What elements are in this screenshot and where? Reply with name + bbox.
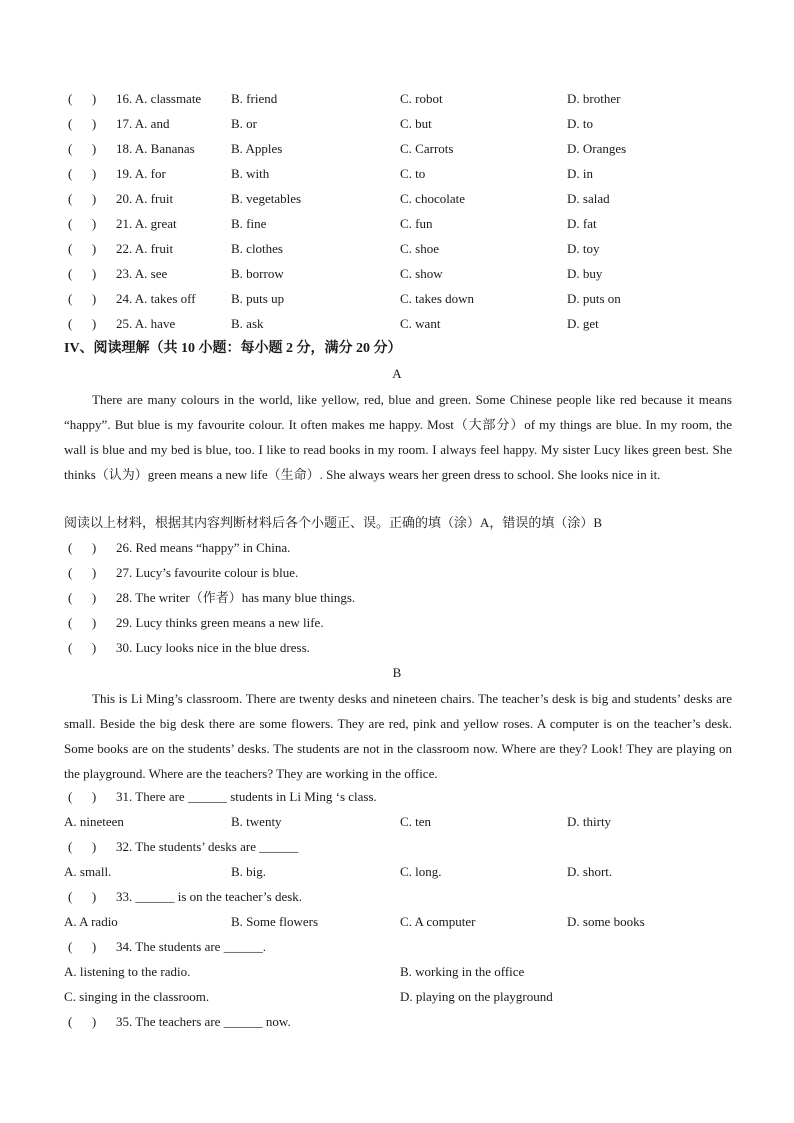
option-d[interactable]: D. puts on <box>567 291 621 306</box>
option-c[interactable]: C. to <box>400 166 426 181</box>
question-31-options <box>0 813 794 831</box>
option-d[interactable]: D. buy <box>567 266 603 281</box>
answer-blank[interactable]: ( ) <box>68 91 97 106</box>
passage-b-text: This is Li Ming’s classroom. There are twenty desks and nineteen chairs. The teacher’s desk is big and students’ desks are small. Beside the big desk there are some flowers. They are red, pink and yellow roses. A computer is on the teacher’s desk. Some books are on the students’ desks. The students are not in the classroom now. Where are they? Look! They are playing on the playground. Where are the teachers? They are working in the office. <box>64 691 732 781</box>
answer-blank[interactable]: ( ) <box>68 640 97 655</box>
option-d[interactable]: D. salad <box>567 191 610 206</box>
option-d[interactable]: D. playing on the playground <box>400 989 553 1004</box>
option-b[interactable]: B. Some flowers <box>231 914 319 929</box>
question-31: ( ) 31. There are ______ students in Li Ming ‘s class. <box>68 789 377 804</box>
option-a[interactable]: 24. A. takes off <box>116 291 196 306</box>
answer-blank[interactable]: ( ) <box>68 191 97 206</box>
cloze-question-row <box>0 315 794 333</box>
answer-blank[interactable]: ( ) <box>68 1014 97 1029</box>
option-d[interactable]: D. toy <box>567 241 600 256</box>
option-c[interactable]: C. chocolate <box>400 191 465 206</box>
question-33: ( ) 33. ______ is on the teacher’s desk. <box>68 889 303 904</box>
option-b[interactable]: B. fine <box>231 216 267 231</box>
cloze-question-row <box>0 190 794 208</box>
answer-blank[interactable]: ( ) <box>68 266 97 281</box>
option-a[interactable]: 21. A. great <box>116 216 177 231</box>
option-d[interactable]: D. thirty <box>567 814 612 829</box>
option-a[interactable]: A. listening to the radio. <box>64 964 191 979</box>
answer-blank[interactable]: ( ) <box>68 789 97 804</box>
option-b[interactable]: B. ask <box>231 316 264 331</box>
question-33-options <box>0 913 794 931</box>
question-34-options-cd <box>0 988 794 1006</box>
cloze-question-row <box>0 90 794 108</box>
cloze-question-row <box>0 115 794 133</box>
option-b[interactable]: B. twenty <box>231 814 282 829</box>
answer-blank[interactable]: ( ) <box>68 615 97 630</box>
question-34-options-ab <box>0 963 794 981</box>
answer-blank[interactable]: ( ) <box>68 291 97 306</box>
option-d[interactable]: D. in <box>567 166 593 181</box>
passage-a-label: A <box>392 366 402 381</box>
option-b[interactable]: B. Apples <box>231 141 283 156</box>
option-c[interactable]: C. A computer <box>400 914 476 929</box>
option-b[interactable]: B. or <box>231 116 257 131</box>
question-32-options <box>0 863 794 881</box>
option-c[interactable]: C. Carrots <box>400 141 454 156</box>
cloze-question-row <box>0 215 794 233</box>
option-b[interactable]: B. clothes <box>231 241 283 256</box>
answer-blank[interactable]: ( ) <box>68 889 97 904</box>
option-a[interactable]: 16. A. classmate <box>116 91 202 106</box>
question-34: ( ) 34. The students are ______. <box>68 939 266 954</box>
answer-blank[interactable]: ( ) <box>68 565 97 580</box>
option-b[interactable]: B. vegetables <box>231 191 302 206</box>
option-d[interactable]: D. brother <box>567 91 621 106</box>
answer-blank[interactable]: ( ) <box>68 316 97 331</box>
option-a[interactable]: A. small. <box>64 864 112 879</box>
answer-blank[interactable]: ( ) <box>68 540 97 555</box>
option-d[interactable]: D. fat <box>567 216 597 231</box>
section-title-reading: IV、阅读理解（共 10 小题：每小题 2 分，满分 20 分） <box>64 341 402 356</box>
option-c[interactable]: C. long. <box>400 864 442 879</box>
answer-blank[interactable]: ( ) <box>68 166 97 181</box>
option-c[interactable]: C. ten <box>400 814 432 829</box>
option-c[interactable]: C. but <box>400 116 432 131</box>
answer-blank[interactable]: ( ) <box>68 590 97 605</box>
option-a[interactable]: 19. A. for <box>116 166 166 181</box>
option-b[interactable]: B. working in the office <box>400 964 525 979</box>
option-a[interactable]: 20. A. fruit <box>116 191 174 206</box>
answer-blank[interactable]: ( ) <box>68 216 97 231</box>
option-b[interactable]: B. puts up <box>231 291 285 306</box>
answer-blank[interactable]: ( ) <box>68 839 97 854</box>
question-35: ( ) 35. The teachers are ______ now. <box>68 1014 291 1029</box>
option-d[interactable]: D. some books <box>567 914 645 929</box>
option-a[interactable]: 25. A. have <box>116 316 176 331</box>
option-a[interactable]: A. nineteen <box>64 814 124 829</box>
option-c[interactable]: C. want <box>400 316 441 331</box>
cloze-question-row <box>0 165 794 183</box>
cloze-question-row <box>0 265 794 283</box>
passage-b-label: B <box>392 665 402 680</box>
answer-blank[interactable]: ( ) <box>68 116 97 131</box>
option-b[interactable]: B. borrow <box>231 266 284 281</box>
option-d[interactable]: D. get <box>567 316 599 331</box>
question-29: ( ) 29. Lucy thinks green means a new life. <box>68 615 324 630</box>
cloze-question-row <box>0 290 794 308</box>
option-a[interactable]: 17. A. and <box>116 116 170 131</box>
option-c[interactable]: C. fun <box>400 216 433 231</box>
option-a[interactable]: 22. A. fruit <box>116 241 174 256</box>
option-c[interactable]: C. show <box>400 266 443 281</box>
question-28: ( ) 28. The writer（作者）has many blue things. <box>68 590 356 605</box>
passage-a-text: There are many colours in the world, like yellow, red, blue and green. Some Chinese people like red because it means “happy”. But blue is my favourite colour. It often makes me happy. Most（大部分）of my things are blue. In my room, the wall is blue and my bed is blue, too. I like to read books in my room. I always feel happy. My sister Lucy likes green best. She thinks（认为）green means a new life（生命）. She always wears her green dress to school. She looks nice in it. <box>64 392 732 482</box>
cloze-question-row <box>0 240 794 258</box>
option-c[interactable]: C. shoe <box>400 241 439 256</box>
judgement-instruction: 阅读以上材料，根据其内容判断材料后各个小题正、误。正确的填（涂）A，错误的填（涂）B <box>64 515 603 530</box>
option-b[interactable]: B. with <box>231 166 270 181</box>
answer-blank[interactable]: ( ) <box>68 939 97 954</box>
question-30: ( ) 30. Lucy looks nice in the blue dress. <box>68 640 310 655</box>
option-a[interactable]: A. A radio <box>64 914 118 929</box>
option-c[interactable]: C. robot <box>400 91 443 106</box>
option-d[interactable]: D. short. <box>567 864 613 879</box>
option-d[interactable]: D. Oranges <box>567 141 627 156</box>
option-b[interactable]: B. big. <box>231 864 267 879</box>
cloze-question-row <box>0 140 794 158</box>
option-c[interactable]: C. singing in the classroom. <box>64 989 210 1004</box>
option-c[interactable]: C. takes down <box>400 291 475 306</box>
question-32: ( ) 32. The students’ desks are ______ <box>68 839 299 854</box>
option-b[interactable]: B. friend <box>231 91 278 106</box>
option-a[interactable]: 23. A. see <box>116 266 168 281</box>
question-27: ( ) 27. Lucy’s favourite colour is blue. <box>68 565 299 580</box>
option-a[interactable]: 18. A. Bananas <box>116 141 195 156</box>
answer-blank[interactable]: ( ) <box>68 241 97 256</box>
option-d[interactable]: D. to <box>567 116 593 131</box>
question-26: ( ) 26. Red means “happy” in China. <box>68 540 291 555</box>
answer-blank[interactable]: ( ) <box>68 141 97 156</box>
